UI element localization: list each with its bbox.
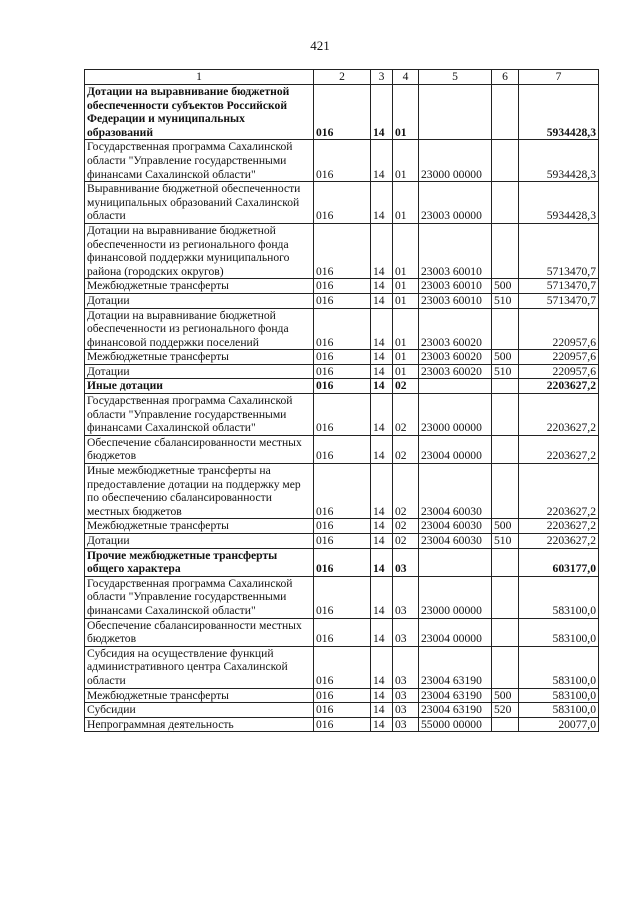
row-section-cell: 14 xyxy=(371,618,393,646)
row-sum-cell: 5713470,7 xyxy=(519,279,599,294)
row-name-cell: Межбюджетные трансферты xyxy=(85,519,314,534)
row-target-article-cell xyxy=(419,548,492,576)
row-code-cell: 016 xyxy=(314,364,371,379)
row-code-cell: 016 xyxy=(314,394,371,436)
row-section-cell: 14 xyxy=(371,85,393,140)
row-name-cell: Межбюджетные трансферты xyxy=(85,350,314,365)
row-target-article-cell: 23000 00000 xyxy=(419,394,492,436)
row-expense-type-cell xyxy=(492,548,519,576)
row-section-cell: 14 xyxy=(371,646,393,688)
table-row xyxy=(85,717,599,732)
row-code-cell: 016 xyxy=(314,646,371,688)
row-name-cell: Государственная программа Сахалинской области "Управление государственными финансами Сахалинской области" xyxy=(85,140,314,182)
row-subsection-cell: 02 xyxy=(393,464,419,519)
row-name-cell: Иные межбюджетные трансферты на предоставление дотации на поддержку мер по обеспечению сбалансированности местных бюджетов xyxy=(85,464,314,519)
table-row xyxy=(85,534,599,549)
row-code-cell: 016 xyxy=(314,279,371,294)
row-sum-cell: 583100,0 xyxy=(519,688,599,703)
row-sum-cell: 2203627,2 xyxy=(519,379,599,394)
row-section-cell: 14 xyxy=(371,140,393,182)
row-expense-type-cell: 510 xyxy=(492,364,519,379)
header-col-5: 5 xyxy=(419,70,492,85)
row-name-cell: Государственная программа Сахалинской области "Управление государственными финансами Сахалинской области" xyxy=(85,576,314,618)
table-row xyxy=(85,548,599,576)
table-row xyxy=(85,576,599,618)
row-name-cell: Государственная программа Сахалинской области "Управление государственными финансами Сахалинской области" xyxy=(85,394,314,436)
row-subsection-cell: 01 xyxy=(393,140,419,182)
row-expense-type-cell: 510 xyxy=(492,293,519,308)
table-row xyxy=(85,688,599,703)
row-section-cell: 14 xyxy=(371,435,393,463)
row-target-article-cell: 23004 00000 xyxy=(419,435,492,463)
row-target-article-cell: 23003 60020 xyxy=(419,308,492,350)
row-name-cell: Межбюджетные трансферты xyxy=(85,279,314,294)
row-subsection-cell: 03 xyxy=(393,618,419,646)
table-row xyxy=(85,364,599,379)
row-subsection-cell: 02 xyxy=(393,534,419,549)
row-sum-cell: 583100,0 xyxy=(519,646,599,688)
row-target-article-cell: 23003 60010 xyxy=(419,293,492,308)
row-sum-cell: 603177,0 xyxy=(519,548,599,576)
row-target-article-cell: 23003 60010 xyxy=(419,223,492,278)
row-sum-cell: 5713470,7 xyxy=(519,293,599,308)
row-code-cell: 016 xyxy=(314,576,371,618)
row-target-article-cell: 23004 63190 xyxy=(419,703,492,718)
row-name-cell: Дотации на выравнивание бюджетной обеспеченности из регионального фонда финансовой поддержки муниципального района (городских округов) xyxy=(85,223,314,278)
row-name-cell: Субсидия на осуществление функций административного центра Сахалинской области xyxy=(85,646,314,688)
table-row xyxy=(85,140,599,182)
row-name-cell: Межбюджетные трансферты xyxy=(85,688,314,703)
row-code-cell: 016 xyxy=(314,548,371,576)
table-row xyxy=(85,379,599,394)
table-row xyxy=(85,293,599,308)
row-name-cell: Дотации xyxy=(85,534,314,549)
row-section-cell: 14 xyxy=(371,534,393,549)
row-sum-cell: 583100,0 xyxy=(519,618,599,646)
row-code-cell: 016 xyxy=(314,379,371,394)
row-target-article-cell: 23004 60030 xyxy=(419,534,492,549)
row-subsection-cell: 02 xyxy=(393,394,419,436)
page-number: 421 xyxy=(310,38,330,53)
header-col-6: 6 xyxy=(492,70,519,85)
row-sum-cell: 20077,0 xyxy=(519,717,599,732)
row-name-cell: Обеспечение сбалансированности местных бюджетов xyxy=(85,435,314,463)
row-target-article-cell: 23003 00000 xyxy=(419,182,492,224)
row-section-cell: 14 xyxy=(371,364,393,379)
row-name-cell: Дотации xyxy=(85,364,314,379)
row-code-cell: 016 xyxy=(314,223,371,278)
row-expense-type-cell xyxy=(492,223,519,278)
row-subsection-cell: 03 xyxy=(393,717,419,732)
row-code-cell: 016 xyxy=(314,308,371,350)
row-sum-cell: 583100,0 xyxy=(519,703,599,718)
row-expense-type-cell xyxy=(492,618,519,646)
budget-table xyxy=(84,69,599,732)
table-row xyxy=(85,394,599,436)
row-name-cell: Непрограммная деятельность xyxy=(85,717,314,732)
row-name-cell: Дотации на выравнивание бюджетной обеспеченности субъектов Российской Федерации и муниципальных образований xyxy=(85,85,314,140)
row-expense-type-cell xyxy=(492,576,519,618)
row-code-cell: 016 xyxy=(314,140,371,182)
row-section-cell: 14 xyxy=(371,548,393,576)
row-section-cell: 14 xyxy=(371,379,393,394)
row-code-cell: 016 xyxy=(314,703,371,718)
row-subsection-cell: 01 xyxy=(393,182,419,224)
row-section-cell: 14 xyxy=(371,703,393,718)
row-expense-type-cell xyxy=(492,308,519,350)
row-section-cell: 14 xyxy=(371,279,393,294)
table-row xyxy=(85,646,599,688)
header-col-3: 3 xyxy=(371,70,393,85)
row-section-cell: 14 xyxy=(371,308,393,350)
row-sum-cell: 5934428,3 xyxy=(519,85,599,140)
row-subsection-cell: 03 xyxy=(393,646,419,688)
row-target-article-cell: 23004 00000 xyxy=(419,618,492,646)
row-name-cell: Субсидии xyxy=(85,703,314,718)
row-expense-type-cell xyxy=(492,394,519,436)
row-expense-type-cell xyxy=(492,464,519,519)
row-section-cell: 14 xyxy=(371,688,393,703)
row-section-cell: 14 xyxy=(371,519,393,534)
row-expense-type-cell: 510 xyxy=(492,534,519,549)
row-subsection-cell: 01 xyxy=(393,85,419,140)
row-target-article-cell: 23003 60010 xyxy=(419,279,492,294)
row-section-cell: 14 xyxy=(371,182,393,224)
row-section-cell: 14 xyxy=(371,717,393,732)
row-name-cell: Выравнивание бюджетной обеспеченности муниципальных образований Сахалинской области xyxy=(85,182,314,224)
table-row xyxy=(85,85,599,140)
row-sum-cell: 583100,0 xyxy=(519,576,599,618)
row-name-cell: Дотации на выравнивание бюджетной обеспеченности из регионального фонда финансовой поддержки поселений xyxy=(85,308,314,350)
row-expense-type-cell xyxy=(492,379,519,394)
row-sum-cell: 2203627,2 xyxy=(519,394,599,436)
row-subsection-cell: 03 xyxy=(393,703,419,718)
row-section-cell: 14 xyxy=(371,223,393,278)
row-subsection-cell: 01 xyxy=(393,308,419,350)
row-code-cell: 016 xyxy=(314,519,371,534)
row-target-article-cell: 23004 60030 xyxy=(419,519,492,534)
row-expense-type-cell: 500 xyxy=(492,279,519,294)
table-header-row xyxy=(85,70,599,85)
row-subsection-cell: 02 xyxy=(393,379,419,394)
row-expense-type-cell: 500 xyxy=(492,688,519,703)
row-name-cell: Дотации xyxy=(85,293,314,308)
row-expense-type-cell: 520 xyxy=(492,703,519,718)
row-sum-cell: 220957,6 xyxy=(519,350,599,365)
row-target-article-cell xyxy=(419,85,492,140)
row-subsection-cell: 02 xyxy=(393,435,419,463)
table-row xyxy=(85,350,599,365)
row-expense-type-cell xyxy=(492,717,519,732)
row-sum-cell: 2203627,2 xyxy=(519,534,599,549)
row-code-cell: 016 xyxy=(314,435,371,463)
row-expense-type-cell xyxy=(492,646,519,688)
header-col-2: 2 xyxy=(314,70,371,85)
row-subsection-cell: 01 xyxy=(393,279,419,294)
row-target-article-cell: 23000 00000 xyxy=(419,576,492,618)
row-subsection-cell: 03 xyxy=(393,548,419,576)
table-row xyxy=(85,279,599,294)
row-subsection-cell: 03 xyxy=(393,688,419,703)
table-row xyxy=(85,519,599,534)
row-target-article-cell: 23000 00000 xyxy=(419,140,492,182)
row-code-cell: 016 xyxy=(314,688,371,703)
row-section-cell: 14 xyxy=(371,394,393,436)
row-section-cell: 14 xyxy=(371,293,393,308)
row-sum-cell: 220957,6 xyxy=(519,364,599,379)
row-code-cell: 016 xyxy=(314,350,371,365)
row-subsection-cell: 01 xyxy=(393,364,419,379)
row-expense-type-cell: 500 xyxy=(492,350,519,365)
row-subsection-cell: 02 xyxy=(393,519,419,534)
row-target-article-cell: 55000 00000 xyxy=(419,717,492,732)
row-sum-cell: 2203627,2 xyxy=(519,464,599,519)
row-expense-type-cell: 500 xyxy=(492,519,519,534)
row-target-article-cell: 23004 60030 xyxy=(419,464,492,519)
row-sum-cell: 2203627,2 xyxy=(519,435,599,463)
table-row xyxy=(85,223,599,278)
header-col-4: 4 xyxy=(393,70,419,85)
row-code-cell: 016 xyxy=(314,182,371,224)
row-expense-type-cell xyxy=(492,85,519,140)
row-code-cell: 016 xyxy=(314,717,371,732)
row-expense-type-cell xyxy=(492,435,519,463)
table-row xyxy=(85,618,599,646)
row-section-cell: 14 xyxy=(371,350,393,365)
row-subsection-cell: 03 xyxy=(393,576,419,618)
row-target-article-cell: 23004 63190 xyxy=(419,646,492,688)
row-target-article-cell xyxy=(419,379,492,394)
row-code-cell: 016 xyxy=(314,618,371,646)
row-sum-cell: 5934428,3 xyxy=(519,140,599,182)
row-expense-type-cell xyxy=(492,182,519,224)
header-col-1: 1 xyxy=(85,70,314,85)
row-section-cell: 14 xyxy=(371,576,393,618)
row-expense-type-cell xyxy=(492,140,519,182)
row-code-cell: 016 xyxy=(314,534,371,549)
row-name-cell: Прочие межбюджетные трансферты общего характера xyxy=(85,548,314,576)
row-sum-cell: 220957,6 xyxy=(519,308,599,350)
row-sum-cell: 2203627,2 xyxy=(519,519,599,534)
row-target-article-cell: 23004 63190 xyxy=(419,688,492,703)
table-row xyxy=(85,308,599,350)
row-sum-cell: 5934428,3 xyxy=(519,182,599,224)
row-code-cell: 016 xyxy=(314,293,371,308)
row-target-article-cell: 23003 60020 xyxy=(419,364,492,379)
row-subsection-cell: 01 xyxy=(393,350,419,365)
row-code-cell: 016 xyxy=(314,464,371,519)
table-row xyxy=(85,703,599,718)
row-sum-cell: 5713470,7 xyxy=(519,223,599,278)
row-name-cell: Обеспечение сбалансированности местных бюджетов xyxy=(85,618,314,646)
table-row xyxy=(85,464,599,519)
table-row xyxy=(85,435,599,463)
row-target-article-cell: 23003 60020 xyxy=(419,350,492,365)
row-code-cell: 016 xyxy=(314,85,371,140)
row-subsection-cell: 01 xyxy=(393,223,419,278)
row-name-cell: Иные дотации xyxy=(85,379,314,394)
header-col-7: 7 xyxy=(519,70,599,85)
budget-table-body xyxy=(85,70,599,732)
table-row xyxy=(85,182,599,224)
row-subsection-cell: 01 xyxy=(393,293,419,308)
row-section-cell: 14 xyxy=(371,464,393,519)
